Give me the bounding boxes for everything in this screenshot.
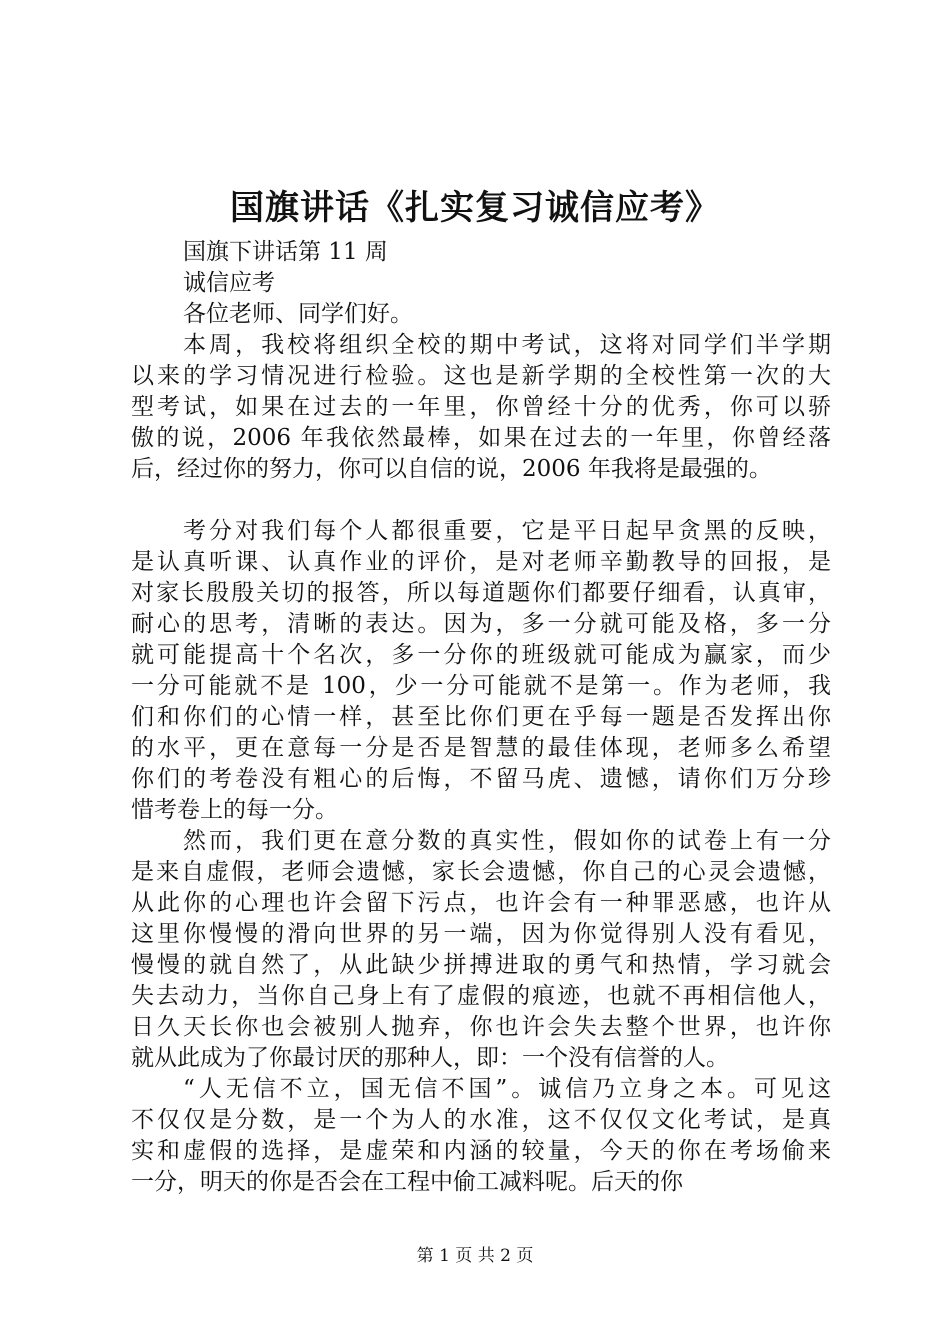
paragraph-2 bbox=[131, 516, 831, 826]
page-footer: 第 1 页 共 2 页 bbox=[416, 1246, 534, 1266]
paragraph-line: 从此你的心理也许会留下污点，也许会有一种罪恶感，也许从 bbox=[131, 890, 831, 916]
paragraph-line: “人无信不立，国无信不国”。诚信乃立身之本。可见这 bbox=[183, 1076, 831, 1102]
paragraph-line: 考分对我们每个人都很重要，它是平日起早贪黑的反映， bbox=[183, 518, 831, 544]
paragraph-line: 傲的说，2006 年我依然最棒，如果在过去的一年里，你曾经落 bbox=[131, 425, 831, 451]
paragraph-line: 们和你们的心情一样，甚至比你们更在乎每一题是否发挥出你 bbox=[131, 704, 831, 730]
paragraph-line: 就可能提高十个名次，多一分你的班级就可能成为赢家，而少 bbox=[131, 642, 831, 668]
paragraph-line: 日久天长你也会被别人抛弃，你也许会失去整个世界，也许你 bbox=[131, 1014, 831, 1040]
paragraph-1 bbox=[131, 330, 831, 485]
paragraph-line: 是来自虚假，老师会遗憾，家长会遗憾，你自己的心灵会遗憾， bbox=[131, 859, 831, 885]
paragraph-4 bbox=[131, 1074, 831, 1198]
paragraph-line: 这里你慢慢的滑向世界的另一端，因为你觉得别人没有看见， bbox=[131, 921, 831, 947]
paragraph-line: 对家长殷殷关切的报答，所以每道题你们都要仔细看，认真审， bbox=[131, 580, 831, 606]
paragraph-line: 以来的学习情况进行检验。这也是新学期的全校性第一次的大 bbox=[131, 363, 831, 389]
paragraph-line: 然而，我们更在意分数的真实性，假如你的试卷上有一分 bbox=[183, 828, 831, 854]
paragraph-line: 耐心的思考，清晰的表达。因为，多一分就可能及格，多一分 bbox=[131, 611, 831, 637]
paragraph-gap bbox=[131, 485, 831, 516]
paragraph-line: 不仅仅是分数，是一个为人的水准，这不仅仅文化考试，是真 bbox=[131, 1107, 831, 1133]
header-line-topic: 诚信应考 bbox=[183, 270, 275, 296]
paragraph-line: 慢慢的就自然了，从此缺少拼搏进取的勇气和热情，学习就会 bbox=[131, 952, 831, 978]
document-title: 国旗讲话《扎实复习诚信应考》 bbox=[230, 188, 720, 228]
paragraph-line: 型考试，如果在过去的一年里，你曾经十分的优秀，你可以骄 bbox=[131, 394, 831, 420]
paragraph-line: 你们的考卷没有粗心的后悔，不留马虎、遗憾，请你们万分珍 bbox=[131, 766, 831, 792]
paragraph-line: 惜考卷上的每一分。 bbox=[131, 797, 338, 823]
paragraph-line: 后，经过你的努力，你可以自信的说，2006 年我将是最强的。 bbox=[131, 456, 772, 482]
paragraph-line: 一分可能就不是 100，少一分可能就不是第一。作为老师，我 bbox=[131, 673, 831, 699]
paragraph-line: 实和虚假的选择，是虚荣和内涵的较量，今天的你在考场偷来 bbox=[131, 1138, 831, 1164]
paragraph-line: 的水平，更在意每一分是否是智慧的最佳体现，老师多么希望 bbox=[131, 735, 831, 761]
header-line-week: 国旗下讲话第 11 周 bbox=[183, 239, 388, 265]
paragraph-line: 就从此成为了你最讨厌的那种人，即：一个没有信誉的人。 bbox=[131, 1045, 729, 1071]
paragraph-line: 失去动力，当你自己身上有了虚假的痕迹，也就不再相信他人， bbox=[131, 983, 831, 1009]
paragraph-line: 是认真听课、认真作业的评价，是对老师辛勤教导的回报，是 bbox=[131, 549, 831, 575]
paragraph-line: 一分，明天的你是否会在工程中偷工减料呢。后天的你 bbox=[131, 1169, 683, 1195]
header-line-greeting: 各位老师、同学们好。 bbox=[183, 301, 413, 327]
document-body bbox=[131, 237, 831, 1198]
paragraph-line: 本周，我校将组织全校的期中考试，这将对同学们半学期 bbox=[183, 332, 831, 358]
paragraph-3 bbox=[131, 826, 831, 1074]
